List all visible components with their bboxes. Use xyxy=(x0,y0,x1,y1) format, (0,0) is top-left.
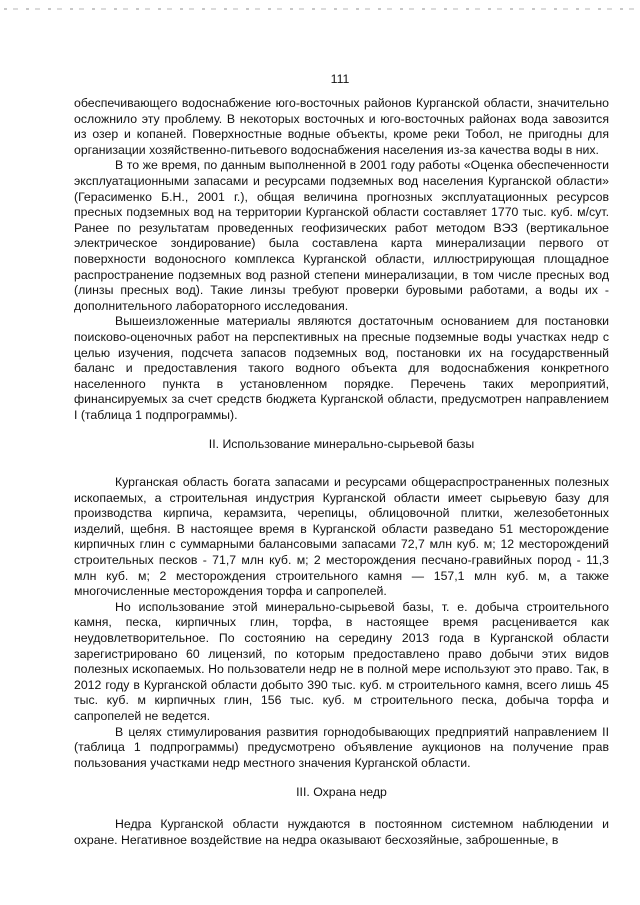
page-number: 111 xyxy=(330,72,350,86)
section-heading-subsoil-protection: III. Охрана недр xyxy=(296,785,387,800)
scan-artifact-line xyxy=(4,8,636,10)
document-body xyxy=(74,96,609,848)
paragraph-auctions: В целях стимулирования развития горнодобывающих предприятий направлением II (таблица 1 подпрограммы) предусмотрено объявление аукционов на получение прав пользования участками недр местного значения Курганской области. xyxy=(74,724,609,770)
paragraph-mineral-usage: Но использование этой минерально-сырьевой базы, т. е. добыча строительного камня, песка, кирпичных глин, торфа, в настоящее время расценивается как неудовлетворительное. По состоянию на середину 2013 года в Курганской области зарегистрировано 60 лицензий, по которым предоставлено право добычи этих видов полезных ископаемых. Но пользователи недр не в полной мере используют это право. Так, в 2012 году в Курганской области добыто 390 тыс. куб. м строительного камня, всего лишь 45 тыс. куб. м кирпичных глин, 156 тыс. куб. м строительного песка, добыча торфа и сапропелей не ведется. xyxy=(74,599,609,723)
paragraph-mineral-deposits: Курганская область богата запасами и ресурсами общераспространенных полезных ископаемых, а строительная индустрия Курганской области имеет сырьевую базу для производства кирпича, керамзита, черепицы, облицовочной плитки, железобетонных изделий, щебня. В настоящее время в Курганской области разведано 51 месторождение кирпичных глин с суммарными балансовыми запасами 72,7 млн куб. м; 12 месторождений строительных песков - 71,7 млн куб. м; 2 месторождения песчано-гравийных пород - 11,3 млн куб. м; 2 месторождения строительного камня — 157,1 млн куб. м, а также многочисленные месторождения торфа и сапропелей. xyxy=(74,475,609,599)
paragraph-water-supply: обеспечивающего водоснабжение юго-восточных районов Курганской области, значительно осложнило эту проблему. В некоторых восточных и юго-восточных районах вода завозится из озер и копаней. Поверхностные водные объекты, кроме реки Тобол, не пригодны для организации хозяйственно-питьевого водоснабжения населения из-за качества воды в них. xyxy=(74,96,609,157)
paragraph-subsoil-monitoring: Недра Курганской области нуждаются в постоянном системном наблюдении и охране. Негативное воздействие на недра оказывают бесхозяйные, заброшенные, в xyxy=(74,816,609,847)
section-heading-mineral-base: II. Использование минерально-сырьевой базы xyxy=(208,437,475,452)
paragraph-groundwater-resources: В то же время, по данным выполненной в 2001 году работы «Оценка обеспеченности эксплуатационными запасами и ресурсами подземных вод населения Курганской области» (Герасименко Б.Н., 2001 г.), общая величина прогнозных эксплуатационных ресурсов пресных подземных вод на территории Курганской области составляет 1770 тыс. куб. м/сут. Ранее по результатам проведенных геофизических работ методом ВЭЗ (вертикальное электрическое зондирование) была составлена карта минерализации первого от поверхности водоносного комплекса Курганской области, иллюстрирующая площадное распространение подземных вод разной степени минерализации, в том числе пресных вод (линзы пресных вод). Такие линзы требуют проверки буровыми работами, а воды их - дополнительного лабораторного исследования. xyxy=(74,158,609,313)
paragraph-exploration-works: Вышеизложенные материалы являются достаточным основанием для постановки поисково-оценочных работ на перспективных на пресные подземные воды участках недр с целью изучения, подсчета запасов подземных вод, постановки их на государственный баланс и предоставления такого водного объекта для водоснабжения конкретного населенного пункта в установленном порядке. Перечень таких мероприятий, финансируемых за счет средств бюджета Курганской области, предусмотрен направлением I (таблица 1 подпрограммы). xyxy=(74,314,609,422)
